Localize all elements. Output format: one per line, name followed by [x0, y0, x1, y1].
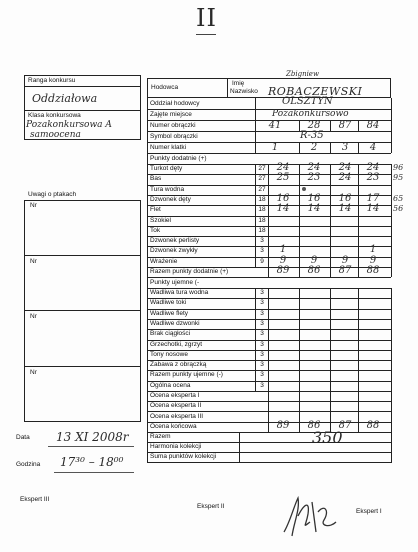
klasa-label: Klasa konkursowa [28, 112, 81, 119]
razem-value: 350 [312, 428, 343, 447]
oddzial-label: Oddział hodowcy [150, 100, 200, 107]
score-value: 25 [276, 172, 290, 183]
dodatnie-row-label: Dzwonek zwykły [150, 247, 198, 254]
data-value: 13 XI 2008r [56, 430, 129, 444]
klatka-number: 4 [369, 142, 377, 153]
ujemne-row-label: Brak ciągłości [150, 330, 191, 337]
ujemne-row-label: Wadliwa tura wodna [150, 289, 209, 296]
dodatnie-row-label: Bas [150, 175, 162, 182]
ujemne-row-label: Wadliwe flety [150, 310, 189, 317]
koncowa-value: 88 [366, 420, 380, 431]
zajete-value: Pozakonkursowo [272, 109, 349, 119]
score-value: 24 [338, 162, 352, 173]
max-points: 18 [258, 196, 266, 203]
nr-label: Nr [30, 202, 37, 209]
nazwisko-value: ROBACZEWSKI [268, 85, 363, 98]
dodatnie-row-label: Tok [150, 227, 161, 234]
nr-label: Nr [30, 313, 37, 320]
score-value: 16 [276, 193, 290, 204]
ujemne-row-label: Razem punkty ujemne (-) [150, 371, 223, 378]
score-value: 24 [338, 172, 352, 183]
nr-label: Nr [30, 258, 37, 265]
dodatnie-row-label: Wrażenie [150, 258, 178, 265]
dodatnie-row-label: Razem punkty dodatnie (+) [150, 268, 229, 275]
max-points: 3 [260, 351, 264, 358]
klatki-label: Numer klatki [150, 144, 187, 151]
klatka-number: 2 [310, 142, 318, 153]
koncowa-value: 86 [307, 420, 321, 431]
ekspert-2-label: Ekspert II [197, 503, 225, 510]
dodatnie-row-label: Dzwonek dęty [150, 196, 191, 203]
dodatnie-row-label: Turkot dęty [150, 165, 183, 172]
score-value: 9 [279, 255, 287, 266]
score-value: 9 [369, 255, 377, 266]
score-value: 24 [307, 162, 321, 173]
ranga-label: Ranga konkursu [28, 77, 76, 84]
ujemne-row-label: Zabawa z obrączką [150, 361, 207, 368]
obraczka-number: 41 [268, 120, 282, 131]
dodatnie-header: Punkty dodatnie (+) [150, 155, 207, 162]
score-value: 24 [276, 162, 290, 173]
score-value: 16 [338, 193, 352, 204]
row-total: 56 [393, 204, 404, 213]
max-points: 3 [260, 382, 264, 389]
klatka-number: 1 [271, 142, 279, 153]
godzina-value: 17³⁰ – 18⁰⁰ [60, 455, 124, 469]
obraczka-number: 28 [307, 120, 321, 131]
score-value: 23 [366, 172, 380, 183]
max-points: 3 [260, 289, 264, 296]
score-value: 14 [307, 203, 321, 214]
ujemne-row-label: Ogólna ocena [150, 382, 191, 389]
ocena-eksperta-label: Ocena eksperta III [150, 413, 204, 420]
score-value: 1 [369, 244, 377, 255]
dodatnie-row-label: Dzwonek perlisty [150, 237, 200, 244]
max-points: 3 [260, 371, 264, 378]
header-mark-underline [196, 34, 216, 35]
max-points: 18 [258, 206, 266, 213]
row-total: 95 [393, 173, 404, 182]
max-points: 3 [260, 341, 264, 348]
dodatnie-row-label: Szokiel [150, 217, 171, 224]
score-value: 14 [276, 203, 290, 214]
ujemne-row-label: Wadliwe dzwonki [150, 320, 200, 327]
obraczka-number: 84 [366, 120, 380, 131]
klatka-number: 3 [341, 142, 349, 153]
symbol-label: Symbol obrączki [150, 133, 198, 140]
oddzial-value: OLSZTYN [282, 96, 333, 107]
max-points: 27 [258, 186, 266, 193]
row-total: 96 [393, 163, 404, 172]
max-points: 27 [258, 175, 266, 182]
score-value: 14 [338, 203, 352, 214]
header-mark: II [196, 4, 217, 32]
ekspert-1-label: Ekspert I [356, 508, 382, 515]
row-total: 65 [393, 194, 404, 203]
uwagi-box [24, 200, 141, 422]
dodatnie-row-label: Flet [150, 206, 161, 213]
nazwisko-label: Nazwisko [230, 88, 258, 95]
imie-label: Imię [232, 80, 245, 87]
dodatnie-row-label: Tura wodna [150, 186, 185, 193]
max-points: 3 [260, 237, 264, 244]
zajete-label: Zajęte miejsce [150, 111, 192, 118]
max-points: 3 [260, 310, 264, 317]
ocena-eksperta-label: Ocena eksperta II [150, 402, 202, 409]
ranga-value: Oddziałowa [32, 92, 98, 105]
score-value: 17 [366, 193, 380, 204]
score-value: 89 [276, 265, 290, 276]
max-points: 3 [260, 299, 264, 306]
signature [280, 492, 340, 540]
godzina-label: Godzina [16, 461, 41, 468]
score-value: 88 [366, 265, 380, 276]
max-points: 18 [258, 227, 266, 234]
koncowa-label: Ocena końcowa [150, 423, 197, 430]
ujemne-row-label: Wadliwe toki [150, 299, 187, 306]
klasa-value-2: samoocena [30, 130, 81, 140]
koncowa-value: 87 [338, 420, 352, 431]
tura-wodna-shade [302, 187, 306, 191]
max-points: 27 [258, 165, 266, 172]
ocena-eksperta-label: Ocena eksperta I [150, 392, 200, 399]
obraczka-number: 87 [338, 120, 352, 131]
ujemne-header: Punkty ujemne (- [150, 279, 200, 286]
suma-label: Suma punktów kolekcji [150, 453, 217, 460]
score-value: 87 [338, 265, 352, 276]
score-value: 86 [307, 265, 321, 276]
obraczki-label: Numer obrączki [150, 122, 196, 129]
max-points: 3 [260, 320, 264, 327]
ujemne-row-label: Tony nosowe [150, 351, 188, 358]
max-points: 3 [260, 361, 264, 368]
score-value: 16 [307, 193, 321, 204]
data-label: Data [16, 434, 30, 441]
klasa-value-1: Pozakonkursowa A [26, 120, 112, 130]
score-value: 9 [341, 255, 349, 266]
score-value: 24 [366, 162, 380, 173]
max-points: 3 [260, 247, 264, 254]
ujemne-row-label: Grzechotki, zgrzyt [150, 341, 203, 348]
score-value: 9 [310, 255, 318, 266]
symbol-value: R-35 [300, 130, 324, 141]
razem-label: Razem [150, 433, 171, 440]
score-value: 23 [307, 172, 321, 183]
ekspert-3-label: Ekspert III [20, 496, 50, 503]
harmonia-label: Harmonia kolekcji [150, 443, 202, 450]
max-points: 3 [260, 330, 264, 337]
imie-value: Zbigniew [286, 70, 319, 78]
hodowca-label: Hodowca [151, 84, 179, 91]
koncowa-value: 89 [276, 420, 290, 431]
max-points: 9 [260, 258, 264, 265]
uwagi-label: Uwagi o ptakach [28, 191, 77, 198]
max-points: 18 [258, 217, 266, 224]
score-value: 14 [366, 203, 380, 214]
nr-label: Nr [30, 369, 37, 376]
score-value: 1 [279, 244, 287, 255]
